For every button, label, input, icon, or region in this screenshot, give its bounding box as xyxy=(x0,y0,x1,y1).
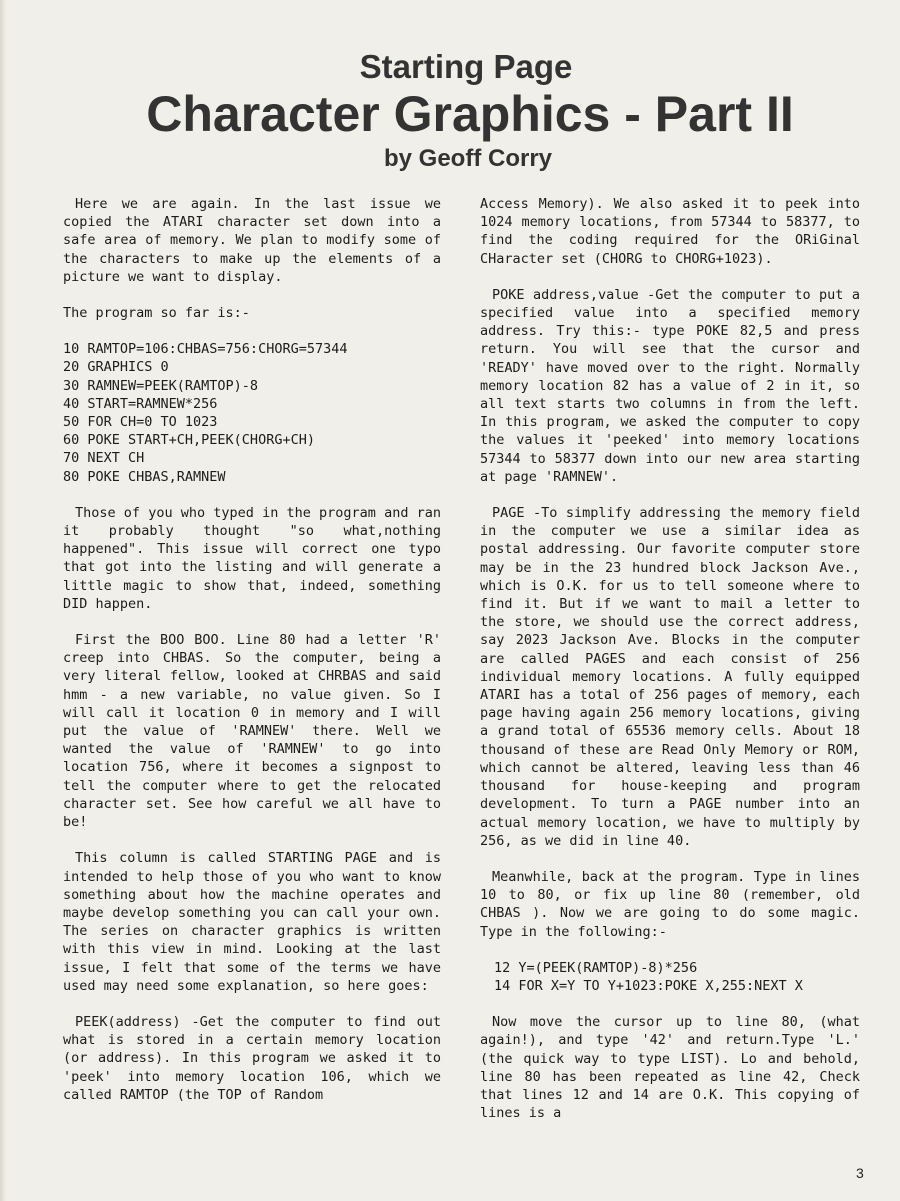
code-line: 12 Y=(PEEK(RAMTOP)-8)*256 xyxy=(494,959,698,976)
paragraph: The program so far is:- xyxy=(63,305,250,322)
paragraph: Those of you who typed in the program and ran it probably thought "so what,nothing happened". This issue will correct one typo that got into the listing and will generate a little magic to show that, indeed, something DID happen. xyxy=(63,504,441,612)
code-line: 80 POKE CHBAS,RAMNEW xyxy=(63,468,226,485)
article-title: Character Graphics - Part II xyxy=(146,86,794,142)
paragraph: Access Memory). We also asked it to peek into 1024 memory locations, from 57344 to 58377, to find the coding required for the ORiGinal CHaracter set (CHORG to CHORG+1023). xyxy=(480,196,860,267)
code-line: 14 FOR X=Y TO Y+1023:POKE X,255:NEXT X xyxy=(494,977,803,994)
code-line: 50 FOR CH=0 TO 1023 xyxy=(63,414,218,431)
paragraph: Here we are again. In the last issue we copied the ATARI character set down into a safe area of memory. We plan to modify some of the characters to make up the elements of a picture we want to display. xyxy=(63,196,441,285)
left-column xyxy=(63,195,441,1122)
paragraph: POKE address,value -Get the computer to put a specified value into a specified memory address. Try this:- type POKE 82,5 and press return. You will see that the cursor and 'READY' have moved over to the right. Normally memory location 82 has a value of 2 in it, so all text starts two columns in from the left. In this program, we asked the computer to copy the values it 'peeked' into memory locations 57344 to 58377 down into our new area starting at page 'RAMNEW'. xyxy=(480,286,860,485)
page-edge-shadow xyxy=(0,0,6,1201)
article-byline: by Geoff Corry xyxy=(383,145,553,172)
paragraph: PEEK(address) -Get the computer to find out what is stored in a certain memory location (or address). In this program we asked it to 'peek' into memory location 106, which we called RAMTOP (the TOP of Random xyxy=(63,1013,441,1103)
code-line: 40 START=RAMNEW*256 xyxy=(63,395,218,412)
code-line: 60 POKE START+CH,PEEK(CHORG+CH) xyxy=(63,432,315,449)
column-kicker: Starting Page xyxy=(359,48,573,85)
code-listing xyxy=(494,959,860,995)
code-line: 70 NEXT CH xyxy=(63,450,145,467)
right-column xyxy=(480,195,860,1140)
paragraph: This column is called STARTING PAGE and is intended to help those of you who want to know something about how the machine operates and maybe develop something you can call your own. The series on character graphics is written with this view in mind. Looking at the last issue, I felt that some of the terms we have used may need some explanation, so here goes: xyxy=(63,850,441,994)
code-line: 20 GRAPHICS 0 xyxy=(63,359,169,376)
article-header xyxy=(0,48,900,174)
paragraph: First the BOO BOO. Line 80 had a letter 'R' creep into CHBAS. So the computer, being a very literal fellow, looked at CHRBAS and said hmm - a new variable, no value given. So I will call it location 0 in memory and I will put the value of 'RAMNEW' there. Well we wanted the value of 'RAMNEW' to go into location 756, where it becomes a signpost to tell the computer where to get the relocated character set. See how careful we all have to be! xyxy=(63,632,441,831)
page-number: 3 xyxy=(856,1165,864,1181)
code-line: 10 RAMTOP=106:CHBAS=756:CHORG=57344 xyxy=(63,341,348,358)
paragraph: PAGE -To simplify addressing the memory field in the computer we use a similar idea as postal addressing. Our favorite computer store may be in the 23 hundred block Jackson Ave., which is O.K. for us to tell someone where to find it. But if we want to mail a letter to the store, we should use the correct address, say 2023 Jackson Ave. Blocks in the computer are called PAGES and each consist of 256 individual memory locations. A fully equipped ATARI has a total of 256 pages of memory, each page having again 256 memory locations, giving a grand total of 65536 memory cells. About 18 thousand of these are Read Only Memory or ROM, which cannot be altered, leaving less than 46 thousand for house-keeping and program development. To turn a PAGE number into an actual memory location, we have to multiply by 256, as we did in line 40. xyxy=(480,505,860,849)
code-line: 30 RAMNEW=PEEK(RAMTOP)-8 xyxy=(63,377,259,394)
code-listing xyxy=(63,340,441,486)
paragraph: Now move the cursor up to line 80, (what again!), and type '42' and return.Type 'L.' (the quick way to type LIST). Lo and behold, line 80 has been repeated as line 42, Check that lines 12 and 14 are O.K. This copying of lines is a xyxy=(480,1014,860,1122)
paragraph: Meanwhile, back at the program. Type in lines 10 to 80, or fix up line 80 (remember, old CHBAS ). Now we are going to do some magic. Type in the following:- xyxy=(480,868,860,940)
